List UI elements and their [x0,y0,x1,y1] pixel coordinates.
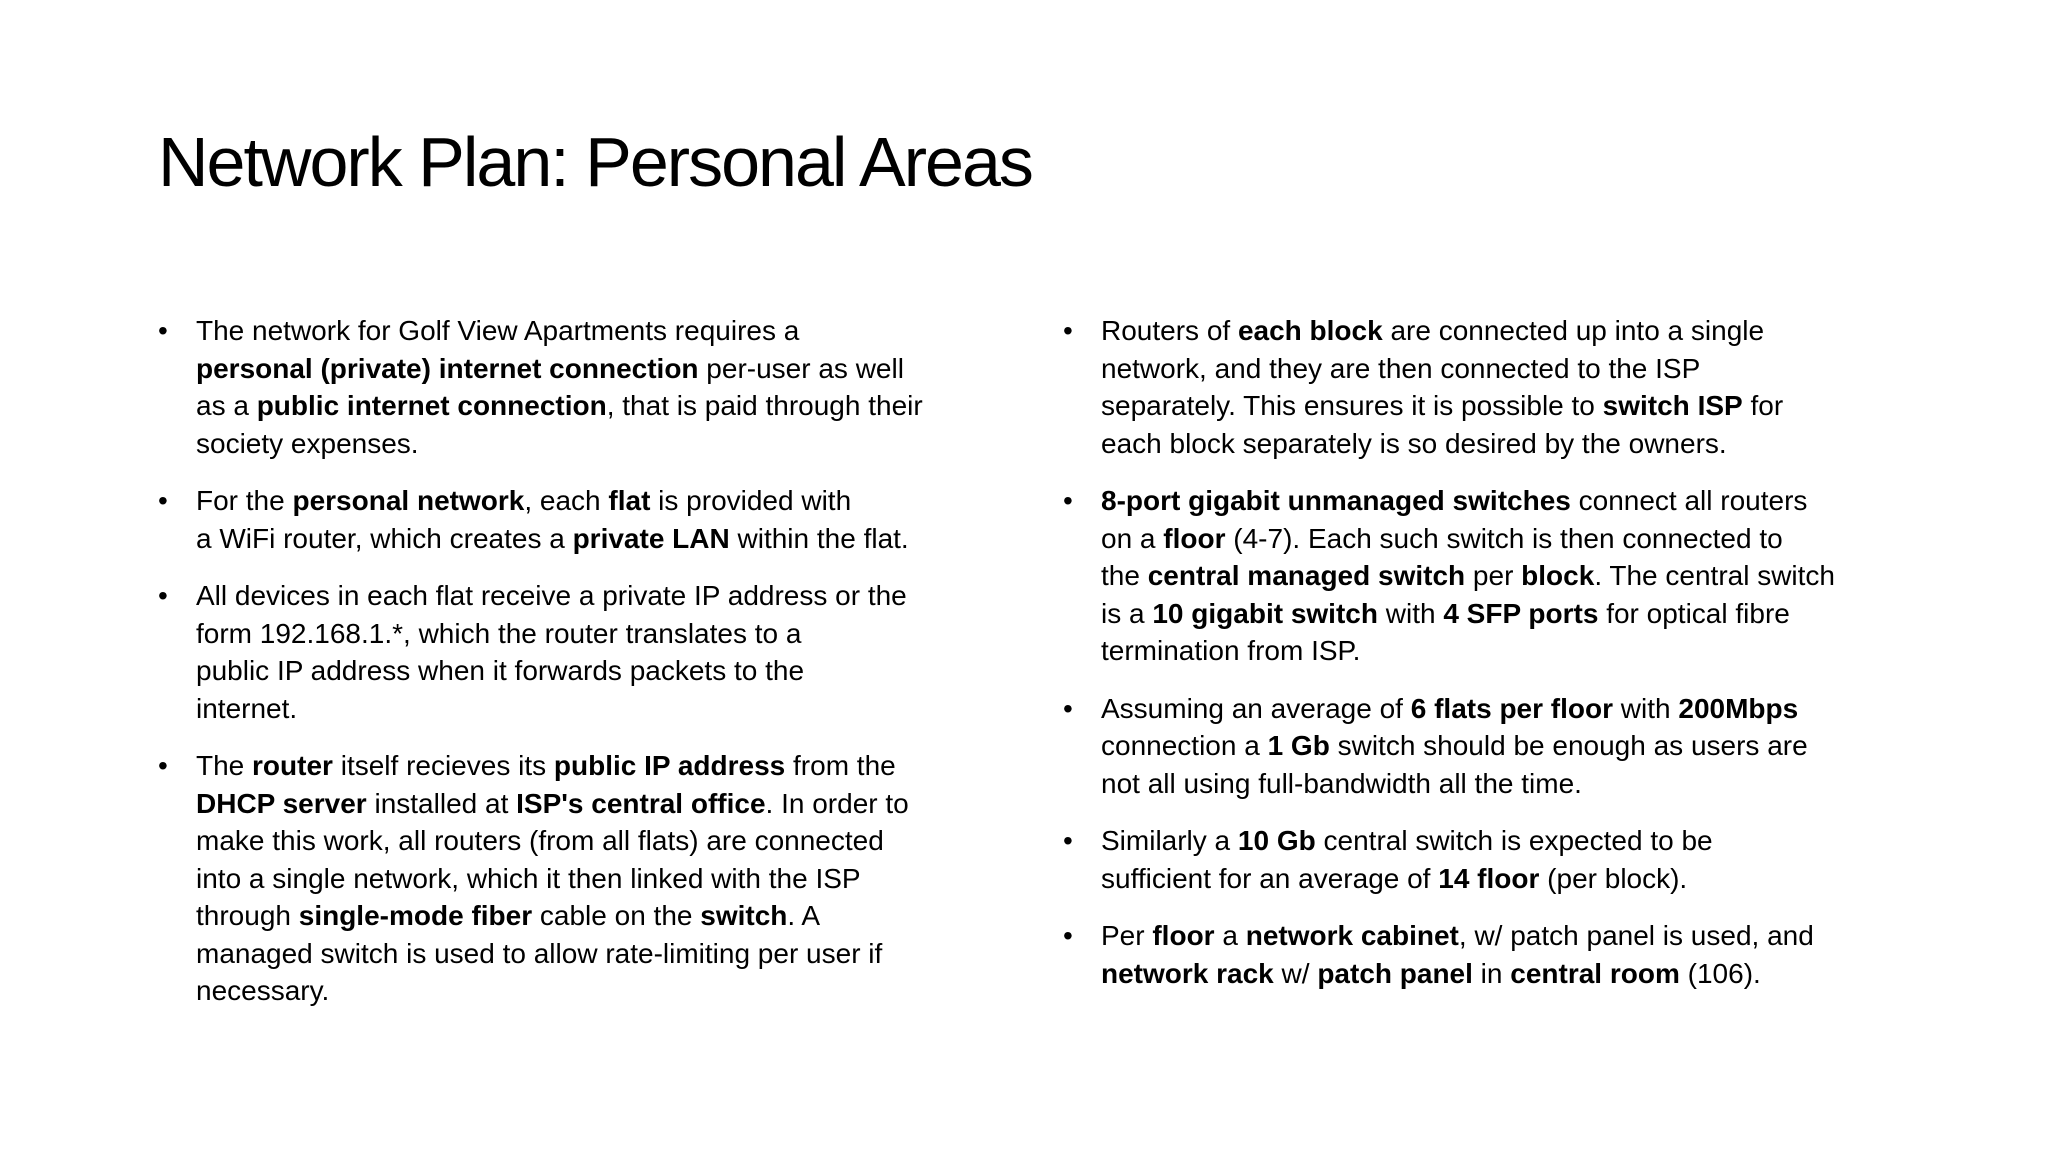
body-text: as a [196,390,257,421]
bullet-dot-icon: • [158,485,168,516]
bold-text: 4 SFP ports [1443,597,1599,629]
body-text: is provided with [650,485,852,516]
body-text: into a single network, which it then linked with the ISP [196,862,861,894]
bullet-text-line [1101,387,1923,425]
body-text: managed switch is used to allow rate-limiting per user if [196,937,883,969]
body-text: in [1472,957,1511,989]
body-text: termination from ISP. [1101,635,1361,666]
body-text: The network for Golf View Apartments requires a [196,315,800,346]
bullet-text-line [196,482,1018,520]
bold-text: DHCP server [196,787,367,819]
bullet-text-line [1101,727,1923,765]
slide-title: Network Plan: Personal Areas [158,123,1032,201]
body-text: a WiFi router, which creates a [196,522,573,554]
body-text: not all using full-bandwidth all the time. [1101,767,1582,799]
bullet-item [1063,690,1923,803]
bullet-dot-icon: • [158,315,168,346]
body-text: for [1742,390,1784,421]
body-text: (per block). [1539,862,1688,894]
bullet-text-line [1101,520,1923,558]
body-text: network, and they are then connected to the ISP [1101,352,1701,384]
body-text: are connected up into a single [1382,315,1765,346]
body-text: , that is paid through their [606,390,923,421]
body-text: a [1214,920,1246,951]
bullet-item [1063,312,1923,462]
bullet-text-line [1101,860,1923,898]
body-text: through [196,900,299,931]
bullet-text-line [196,652,1018,690]
bold-text: router [252,750,333,781]
body-text: . The central switch [1594,560,1836,591]
bullet-text-line [196,785,1018,823]
body-text: cable on the [532,900,701,931]
body-text: with [1377,597,1444,629]
bold-text: 6 flats per floor [1410,692,1614,724]
bullet-dot-icon: • [1063,825,1073,856]
bullet-item [158,747,1018,1010]
bullet-item [1063,917,1923,992]
bold-text: switch [700,900,788,931]
body-text: form 192.168.1.*, which the router translates to a [196,617,802,649]
bold-text: ISP's central office [516,787,766,819]
bullet-text-line [196,520,1018,558]
body-text: the [1101,560,1148,591]
body-text: separately. This ensures it is possible to [1101,390,1603,421]
bold-text: flat [608,485,651,516]
bullet-text-line [1101,350,1923,388]
bullet-text-line [1101,595,1923,633]
bold-text: floor [1163,522,1226,554]
bullet-text-line [196,312,1018,350]
body-text: installed at [366,787,517,819]
bullet-text-line [196,350,1018,388]
body-text: Per [1101,920,1153,951]
bullet-text-line [1101,425,1923,463]
bullet-dot-icon: • [1063,485,1073,516]
body-text: For the [196,485,293,516]
bold-text: 200Mbps [1678,692,1799,724]
left-column-bullets [158,312,1018,1030]
bullet-text-line [1101,312,1923,350]
body-text: is a [1101,597,1153,629]
body-text: (106). [1679,957,1761,989]
bold-text: personal (private) internet connection [196,352,699,384]
bullet-dot-icon: • [1063,920,1073,951]
bold-text: public IP address [553,750,786,781]
body-text: Assuming an average of [1101,692,1411,724]
bullet-dot-icon: • [1063,692,1073,724]
bullet-text-line [196,935,1018,973]
body-text: public IP address when it forwards packets to the [196,655,805,686]
body-text: on a [1101,522,1164,554]
bold-text: network cabinet [1245,920,1459,951]
bullet-text-line [1101,632,1923,670]
bullet-text-line [1101,482,1923,520]
bullet-text-line [1101,690,1923,728]
bullet-text-line [196,425,1018,463]
bold-text: floor [1152,920,1215,951]
right-column-bullets [1063,312,1923,1012]
bullet-text-line [196,615,1018,653]
body-text: . In order to [765,787,909,819]
bold-text: 1 Gb [1267,730,1330,761]
body-text: society expenses. [196,427,419,459]
bold-text: 14 floor [1438,862,1540,894]
body-text: make this work, all routers (from all flats) are connected [196,825,884,856]
body-text: for optical fibre [1598,597,1790,629]
body-text: internet. [196,692,298,724]
body-text: sufficient for an average of [1101,862,1439,894]
bold-text: block [1521,560,1595,591]
bullet-item [158,312,1018,462]
bullet-text-line [1101,955,1923,993]
bullet-text-line [196,897,1018,935]
bold-text: switch ISP [1602,390,1743,421]
bullet-text-line [1101,917,1923,955]
bold-text: 10 gigabit switch [1152,597,1378,629]
bold-text: 10 Gb [1237,825,1316,856]
bold-text: network rack [1101,957,1274,989]
bullet-item [158,577,1018,727]
bold-text: central managed switch [1147,560,1466,591]
body-text: with [1613,692,1679,724]
body-text: (4-7). Each such switch is then connected to [1225,522,1783,554]
body-text: connection a [1101,730,1268,761]
bullet-item [1063,482,1923,670]
bold-text: private LAN [572,522,730,554]
body-text: within the flat. [729,522,909,554]
body-text: each block separately is so desired by the owners. [1101,427,1727,459]
body-text: from the [785,750,896,781]
body-text: , w/ patch panel is used, and [1458,920,1814,951]
bold-text: personal network [292,485,525,516]
body-text: All devices in each flat receive a private IP address or the [196,580,907,611]
bullet-text-line [1101,822,1923,860]
body-text: necessary. [196,975,330,1006]
body-text: central switch is expected to be [1315,825,1713,856]
bold-text: central room [1510,957,1680,989]
body-text: per-user as well [698,352,904,384]
bullet-text-line [196,747,1018,785]
body-text: Similarly a [1101,825,1238,856]
body-text: The [196,750,253,781]
bullet-text-line [196,387,1018,425]
bullet-text-line [196,822,1018,860]
bullet-dot-icon: • [158,750,168,781]
bullet-text-line [1101,557,1923,595]
bullet-dot-icon: • [1063,315,1073,346]
body-text: , each [524,485,609,516]
body-text: per [1465,560,1522,591]
bullet-text-line [196,690,1018,728]
body-text: Routers of [1101,315,1238,346]
bold-text: single-mode fiber [298,900,533,931]
bullet-text-line [196,860,1018,898]
body-text: w/ [1273,957,1318,989]
bold-text: patch panel [1317,957,1473,989]
bold-text: 8-port gigabit unmanaged switches [1101,485,1571,516]
bullet-text-line [196,972,1018,1010]
bullet-dot-icon: • [158,580,168,611]
body-text: switch should be enough as users are [1329,730,1808,761]
bold-text: public internet connection [256,390,607,421]
bullet-text-line [196,577,1018,615]
bullet-item [158,482,1018,557]
body-text: connect all routers [1570,485,1808,516]
bullet-item [1063,822,1923,897]
bullet-text-line [1101,765,1923,803]
body-text: itself recieves its [332,750,554,781]
bold-text: each block [1237,315,1383,346]
body-text: . A [787,900,821,931]
